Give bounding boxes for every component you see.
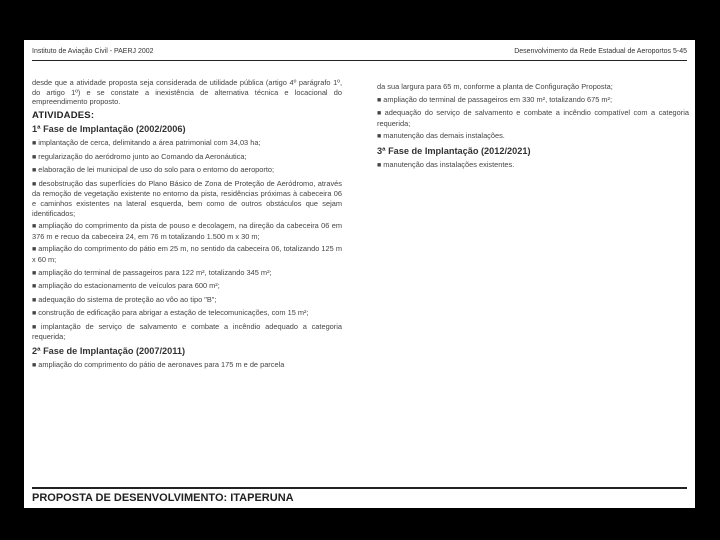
bullet-icon: ■ — [32, 361, 37, 369]
list-item: ■ construção de edificação para abrigar a estação de telecomunicações, com 15 m²; — [32, 308, 309, 318]
list-item: ■ ampliação do comprimento do pátio de aeronaves para 175 m e de parcela — [32, 359, 285, 369]
list-item: ■ ampliação do terminal de passageiros em 330 m², totalizando 675 m²; — [377, 94, 613, 104]
list-item: ■ implantação de serviço de salvamento e combate a incêndio adequado a categoria requerida; — [32, 321, 343, 342]
bullet-icon: ■ — [32, 139, 37, 147]
phase3-heading: 3ª Fase de Implantação (2012/2021) — [377, 145, 531, 156]
list-item: ■ regularização do aeródromo junto ao Comando da Aeronáutica; — [32, 151, 247, 161]
bullet-icon: ■ — [377, 96, 382, 104]
intro-paragraph: desde que a atividade proposta seja considerada de utilidade pública (artigo 4º parágrafo 1º, do artigo 1º) e se constate a inexistência de alternativa técnica e locacional do empreendimento proposto. — [32, 78, 342, 107]
list-item: ■ adequação do sistema de proteção ao vôo ao tipo "B"; — [32, 294, 217, 304]
left-column — [32, 78, 342, 373]
list-item: ■ manutenção das instalações existentes. — [377, 159, 515, 169]
bullet-icon: ■ — [377, 133, 382, 141]
header-section-title: Desenvolvimento da Rede Estadual de Aeroportos 5-45 — [514, 48, 687, 55]
list-item: ■ ampliação do comprimento do pátio em 25 m, no sentido da cabeceira 06, totalizando 125 m x 60 m; — [32, 244, 342, 264]
bullet-icon: ■ — [32, 246, 37, 254]
atividades-heading: ATIVIDADES: — [32, 109, 95, 121]
right-column — [377, 82, 689, 173]
list-item: ■ adequação do serviço de salvamento e combate a incêndio compatível com a categoria requerida; — [377, 108, 689, 128]
bullet-icon: ■ — [32, 223, 37, 231]
header-institution: Instituto de Aviação Civil - PAERJ 2002 — [32, 48, 154, 55]
bullet-icon: ■ — [32, 283, 37, 291]
list-item: ■ elaboração de lei municipal de uso do solo para o entorno do aeroporto; — [32, 165, 275, 175]
bullet-icon: ■ — [377, 161, 382, 169]
bullet-icon: ■ — [32, 310, 37, 318]
phase2-heading: 2ª Fase de Implantação (2007/2011) — [32, 346, 186, 357]
bullet-icon: ■ — [32, 167, 37, 175]
bullet-icon: ■ — [32, 296, 37, 304]
list-item: ■ manutenção das demais instalações. — [377, 131, 505, 141]
page-footer: PROPOSTA DE DESENVOLVIMENTO: ITAPERUNA — [32, 487, 687, 508]
list-item: ■ ampliação do terminal de passageiros para 122 m², totalizando 345 m²; — [32, 267, 272, 277]
list-item: ■ implantação de cerca, delimitando a área patrimonial com 34,03 ha; — [32, 137, 261, 147]
list-item: ■ desobstrução das superfícies do Plano Básico de Zona de Proteção de Aeródromo, através da remoção de vegetação existente no entorno da pista, residências próximas à cabeceira 06 e caminhos existentes na lateral esquerda, bem como de outros obstáculos que sejam identificados; — [32, 178, 342, 218]
page-header — [32, 46, 687, 61]
list-item: ■ ampliação do estacionamento de veículos para 600 m²; — [32, 281, 220, 291]
bullet-icon: ■ — [32, 323, 39, 331]
phase1-heading: 1ª Fase de Implantação (2002/2006) — [32, 124, 186, 135]
bullet-icon: ■ — [32, 153, 37, 161]
continuation-text: da sua largura para 65 m, conforme a planta de Configuração Proposta; — [377, 82, 613, 91]
bullet-icon: ■ — [32, 180, 37, 188]
bullet-icon: ■ — [377, 110, 383, 118]
document-page — [24, 40, 695, 508]
bullet-icon: ■ — [32, 269, 37, 277]
list-item: ■ ampliação do comprimento da pista de pouso e decolagem, na direção da cabeceira 06 em 376 m e recuo da cabeceira 24, em 76 m totalizando 1.500 m x 30 m; — [32, 221, 343, 241]
